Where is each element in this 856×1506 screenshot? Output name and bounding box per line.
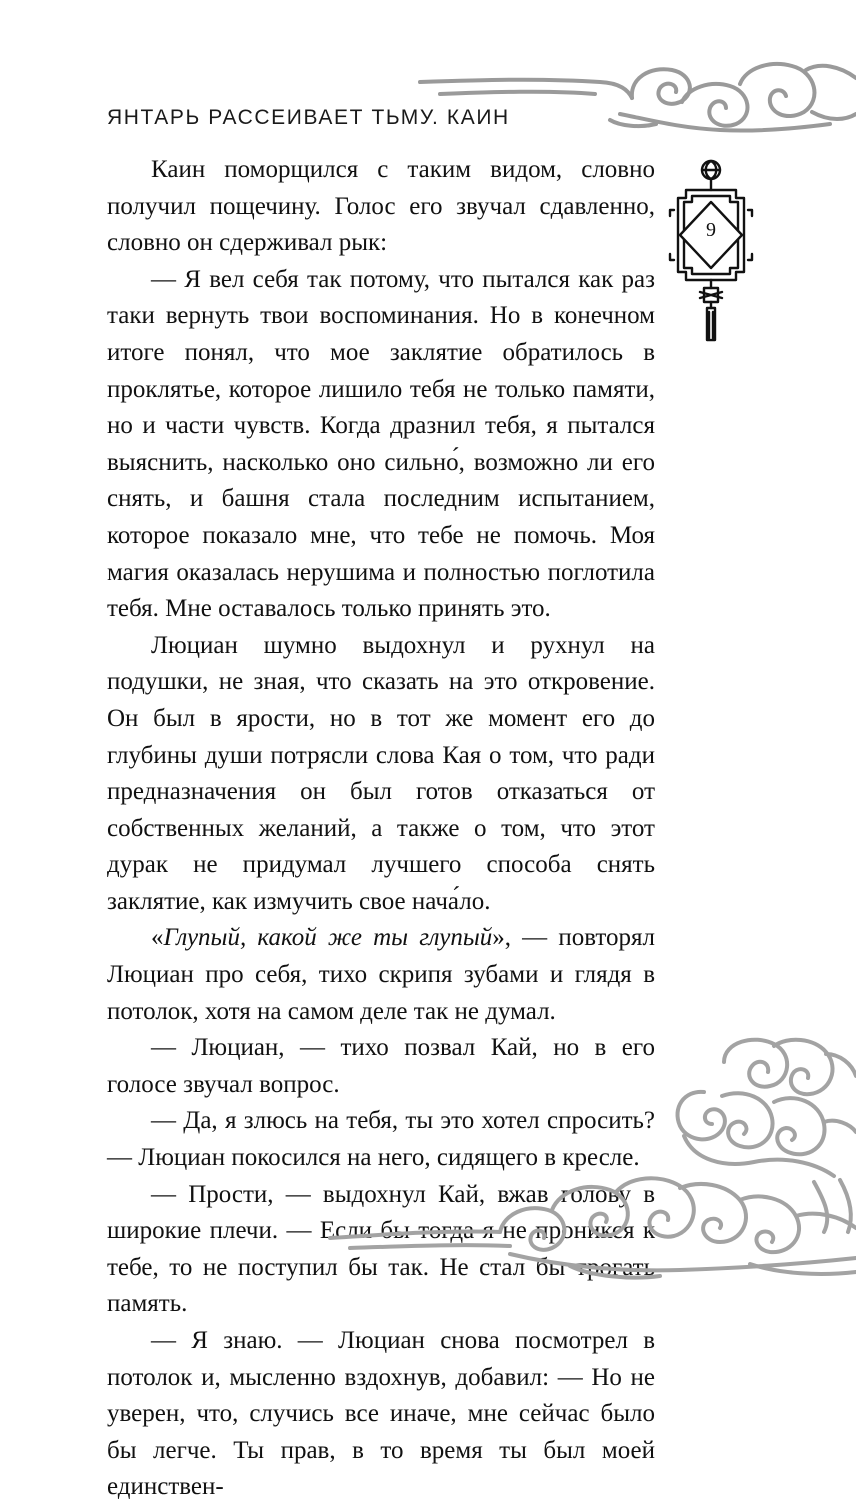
cloud-ornament-icon [330,1170,856,1282]
open-quote: « [151,924,164,952]
paragraph: — Да, я злюсь на тебя, ты это хотел спросить? — Люциан покосился на него, сидящего в кресле. [107,1107,655,1172]
page-number: 9 [706,219,716,241]
paragraph: Люциан шумно выдохнул и рухнул на подушки, не зная, что сказать на это откровение. Он был в ярости, но в тот же момент его до глубины души потрясли слова Кая о том, что ради предназначения он был готов отказаться от собственных желаний, а также о том, что этот дурак не придумал лучшего способа снять заклятие, как измучить свое нача́ло. [107,631,655,915]
paragraph: — Люциан, — тихо позвал Кай, но в его голосе звучал вопрос. [107,1034,655,1098]
lantern-pendant-icon [666,156,756,342]
italic-thought: Глупый, какой же ты глупый [163,924,493,952]
paragraph: — Прости, — выдохнул Кай, вжав голову в широкие плечи. — Если бы тогда я не проникся к тебе, то не поступил бы так. Не стал бы трогать память. [107,1180,655,1318]
paragraph: — Я вел себя так потому, что пытался как раз таки вернуть твои воспоминания. Но в конечном итоге понял, что мое заклятие обратилось в проклятье, которое лишило тебя не только памяти, но и части чувств. Когда дразнил тебя, я пытался выяснить, насколько оно сильно́, возможно ли его снять, и башня стала последним испытанием, которое показало мне, что тебе не помочь. Моя магия оказалась нерушима и полностью поглотила тебя. Мне оставалось только принять это. [107,265,655,623]
paragraph-continuation: », — повторял Люциан про себя, тихо скрипя зубами и глядя в потолок, хотя на самом деле так не думал. [107,924,655,1025]
paragraph: Каин поморщился с таким видом, словно получил пощечину. Голос его звучал сдавленно, словно он сдерживал рык: [107,156,655,257]
paragraph [107,920,655,1030]
paragraph: — Я знаю. — Люциан снова посмотрел в потолок и, мысленно вздохнув, добавил: — Но не уверен, что, случись все иначе, мне сейчас было бы легче. Ты прав, в то время ты был моей единствен- [107,1327,655,1501]
body-text [107,152,655,1506]
running-title: ЯНТАРЬ РАССЕИВАЕТ ТЬМУ. КАИН [107,106,510,129]
